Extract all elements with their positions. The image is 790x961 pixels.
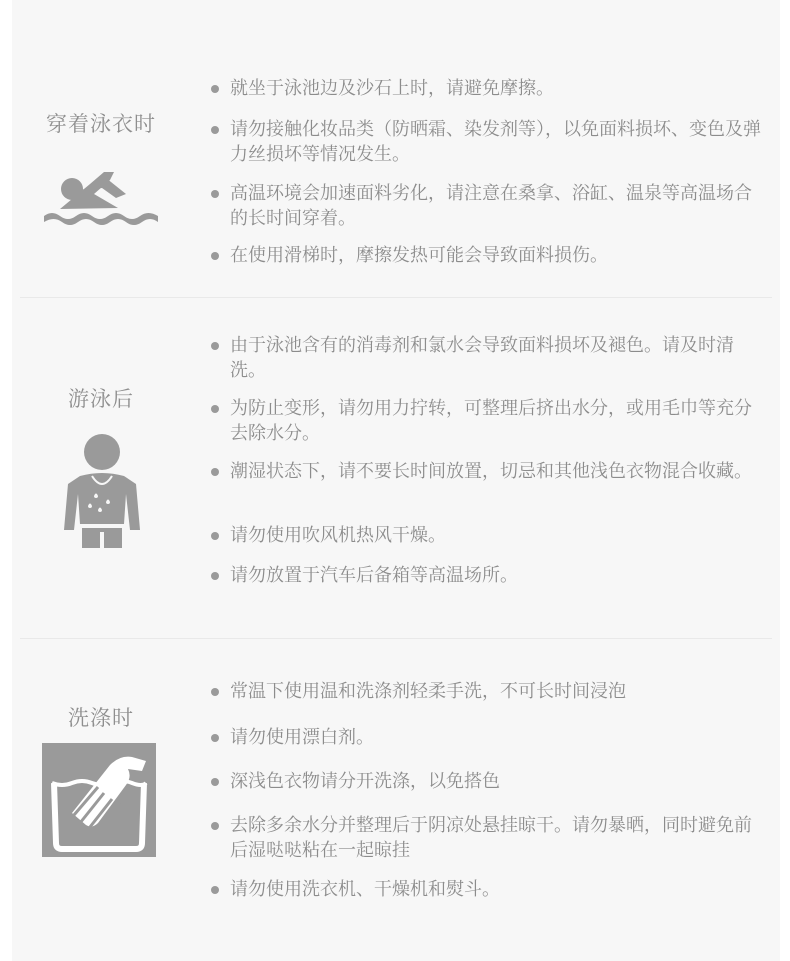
- list-item: 深浅色衣物请分开洗涤，以免搭色: [208, 769, 768, 794]
- section-swimwear: [12, 0, 780, 297]
- section-washing: [12, 639, 780, 961]
- section-title: 洗涤时: [68, 706, 134, 730]
- care-panel: [12, 0, 780, 961]
- swimmer-icon: [42, 160, 160, 230]
- list-item: 请勿接触化妆品类（防晒霜、染发剂等），以免面料损坏、变色及弹力丝损坏等情况发生。: [208, 117, 768, 167]
- list-item: 高温环境会加速面料劣化，请注意在桑拿、浴缸、温泉等高温场合的长时间穿着。: [208, 181, 768, 231]
- list-item: 请勿使用吹风机热风干燥。: [208, 523, 768, 548]
- list-item: 就坐于泳池边及沙石上时，请避免摩擦。: [208, 76, 768, 101]
- list-item: 为防止变形，请勿用力拧转，可整理后挤出水分，或用毛巾等充分去除水分。: [208, 396, 768, 446]
- list-item: 请勿使用漂白剂。: [208, 725, 768, 750]
- list-item: 潮湿状态下，请不要长时间放置，切忌和其他浅色衣物混合收藏。: [208, 459, 768, 484]
- list-item: 去除多余水分并整理后于阴凉处悬挂晾干。请勿暴晒，同时避免前后湿哒哒粘在一起晾挂: [208, 813, 768, 863]
- hand-wash-icon: [42, 743, 156, 857]
- list-item: 由于泳池含有的消毒剂和氯水会导致面料损坏及褪色。请及时清洗。: [208, 333, 768, 383]
- wet-person-icon: [62, 432, 142, 550]
- section-title: 穿着泳衣时: [46, 112, 156, 136]
- section-after-swim: [12, 298, 780, 638]
- list-item: 请勿放置于汽车后备箱等高温场所。: [208, 563, 768, 588]
- list-item: 请勿使用洗衣机、干燥机和熨斗。: [208, 877, 768, 902]
- list-item: 常温下使用温和洗涤剂轻柔手洗，不可长时间浸泡: [208, 679, 768, 704]
- section-title: 游泳后: [68, 387, 134, 411]
- list-item: 在使用滑梯时，摩擦发热可能会导致面料损伤。: [208, 243, 768, 268]
